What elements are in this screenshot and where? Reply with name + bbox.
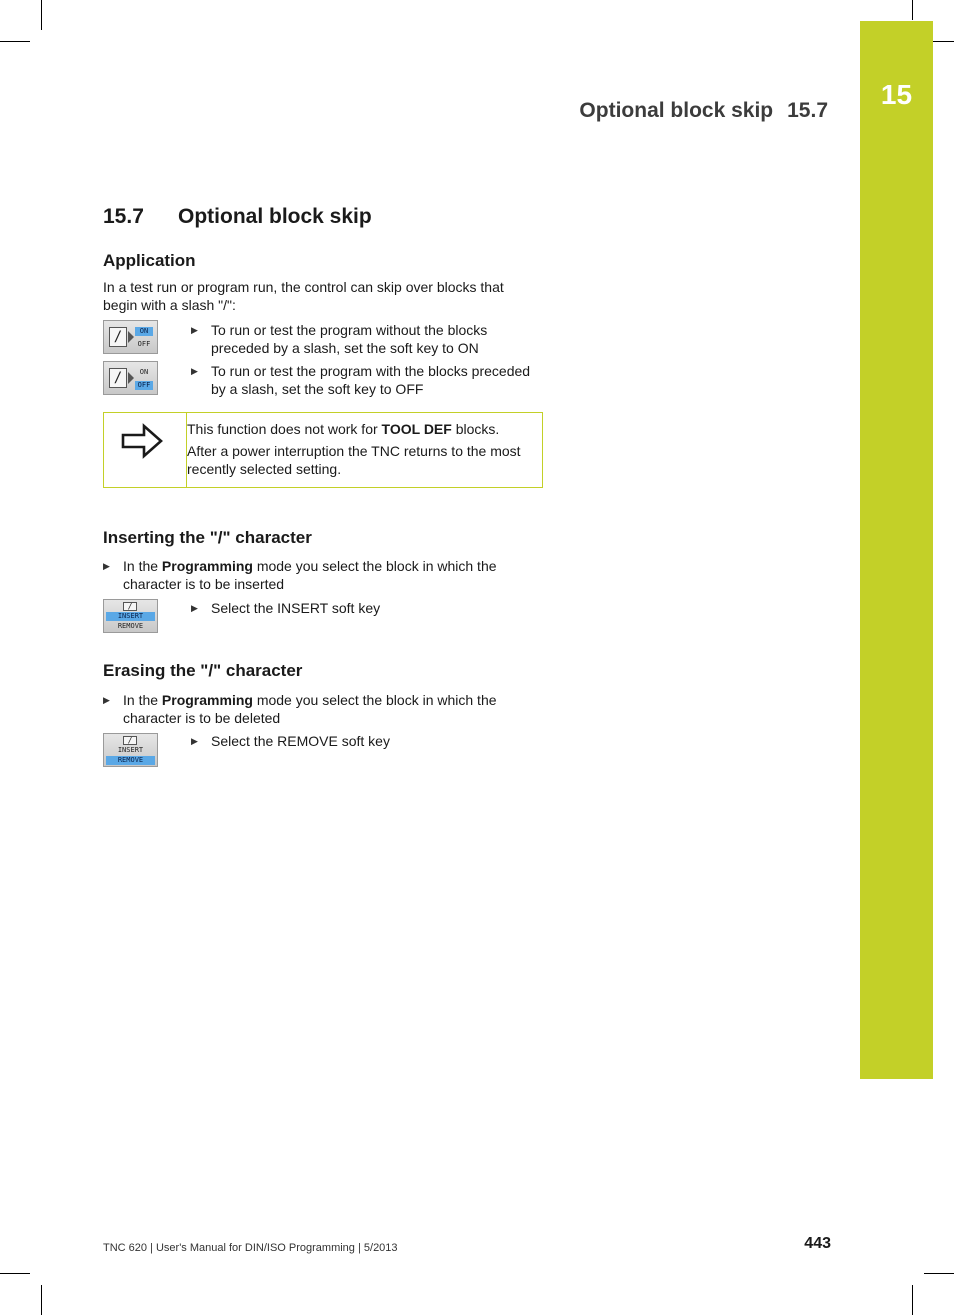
bullet-text: Select the INSERT soft key [211, 600, 381, 616]
bullet-item [191, 732, 531, 750]
slash-icon: / [123, 736, 137, 745]
softkey-off-label: OFF [135, 381, 153, 390]
running-head [579, 99, 828, 123]
slash-icon: / [123, 602, 137, 611]
bullet-bold-term: Programming [161, 692, 253, 708]
triangle-bullet-icon: ▶ [191, 603, 198, 613]
crop-mark [912, 1285, 913, 1315]
slash-icon: / [109, 368, 127, 388]
application-intro: In a test run or program run, the control can skip over blocks that begin with a slash "/": [103, 279, 504, 313]
note-text: This function does not work for [187, 421, 382, 437]
softkey-on-label: ON [135, 327, 153, 336]
slash-icon: / [109, 327, 127, 347]
bullet-text-part: mode you select the block in which the character is to be deleted [123, 692, 497, 726]
crop-mark [924, 1273, 954, 1274]
note-bold-term: TOOL DEF [381, 421, 452, 437]
section-number: 15.7 [103, 205, 144, 228]
bullet-text-part: In the [123, 558, 162, 574]
crop-mark [912, 0, 913, 20]
crop-mark [41, 0, 42, 30]
bullet-text: To run or test the program with the blocks preceded by a slash, set the soft key to OFF [211, 363, 531, 397]
note-line-1 [187, 421, 527, 439]
triangle-bullet-icon: ▶ [103, 695, 110, 705]
softkey-off-label: OFF [137, 340, 151, 348]
bullet-item [103, 557, 533, 593]
bullet-item [191, 599, 531, 617]
softkey-on-label: ON [139, 368, 149, 376]
triangle-bullet-icon: ▶ [191, 325, 198, 335]
arrow-right-icon [120, 423, 164, 459]
triangle-bullet-icon: ▶ [191, 736, 198, 746]
crop-mark [0, 1273, 30, 1274]
running-head-number: 15.7 [787, 99, 828, 122]
bullet-text [103, 691, 533, 727]
softkey-insert-label: INSERT [117, 746, 144, 754]
arrow-icon [128, 372, 134, 384]
bullet-text-part: mode you select the block in which the character is to be inserted [123, 558, 497, 592]
bullet-text: Select the REMOVE soft key [211, 733, 390, 749]
skip-off-softkey[interactable] [103, 361, 158, 395]
arrow-icon [128, 331, 134, 343]
section-title: Optional block skip [178, 205, 372, 228]
inserting-heading: Inserting the "/" character [103, 528, 312, 547]
insert-remove-softkey[interactable] [103, 599, 158, 633]
section-heading [103, 205, 372, 229]
erasing-heading: Erasing the "/" character [103, 661, 303, 680]
bullet-bold-term: Programming [161, 558, 253, 574]
bullet-text-part: In the [123, 692, 162, 708]
note-box [103, 412, 543, 488]
note-line-2: After a power interruption the TNC returns to the most recently selected setting. [187, 443, 521, 477]
triangle-bullet-icon: ▶ [191, 366, 198, 376]
application-heading: Application [103, 251, 196, 270]
softkey-remove-label: REMOVE [117, 622, 144, 630]
crop-mark [0, 41, 30, 42]
bullet-item [103, 691, 533, 727]
bullet-text: To run or test the program without the blocks preceded by a slash, set the soft key to ON [211, 322, 488, 356]
insert-remove-softkey[interactable] [103, 733, 158, 767]
crop-mark [41, 1285, 42, 1315]
bullet-item [191, 362, 531, 398]
triangle-bullet-icon: ▶ [103, 561, 110, 571]
note-text: blocks. [451, 421, 500, 437]
chapter-number: 15 [880, 79, 913, 110]
bullet-text [103, 557, 533, 593]
skip-on-softkey[interactable] [103, 320, 158, 354]
page-number: 443 [804, 1235, 831, 1252]
footer-text: TNC 620 | User's Manual for DIN/ISO Programming | 5/2013 [103, 1242, 398, 1254]
running-head-title: Optional block skip [579, 99, 774, 122]
bullet-item [191, 321, 531, 357]
softkey-insert-label: INSERT [106, 612, 155, 621]
softkey-remove-label: REMOVE [106, 756, 155, 765]
chapter-tab [860, 21, 933, 1079]
